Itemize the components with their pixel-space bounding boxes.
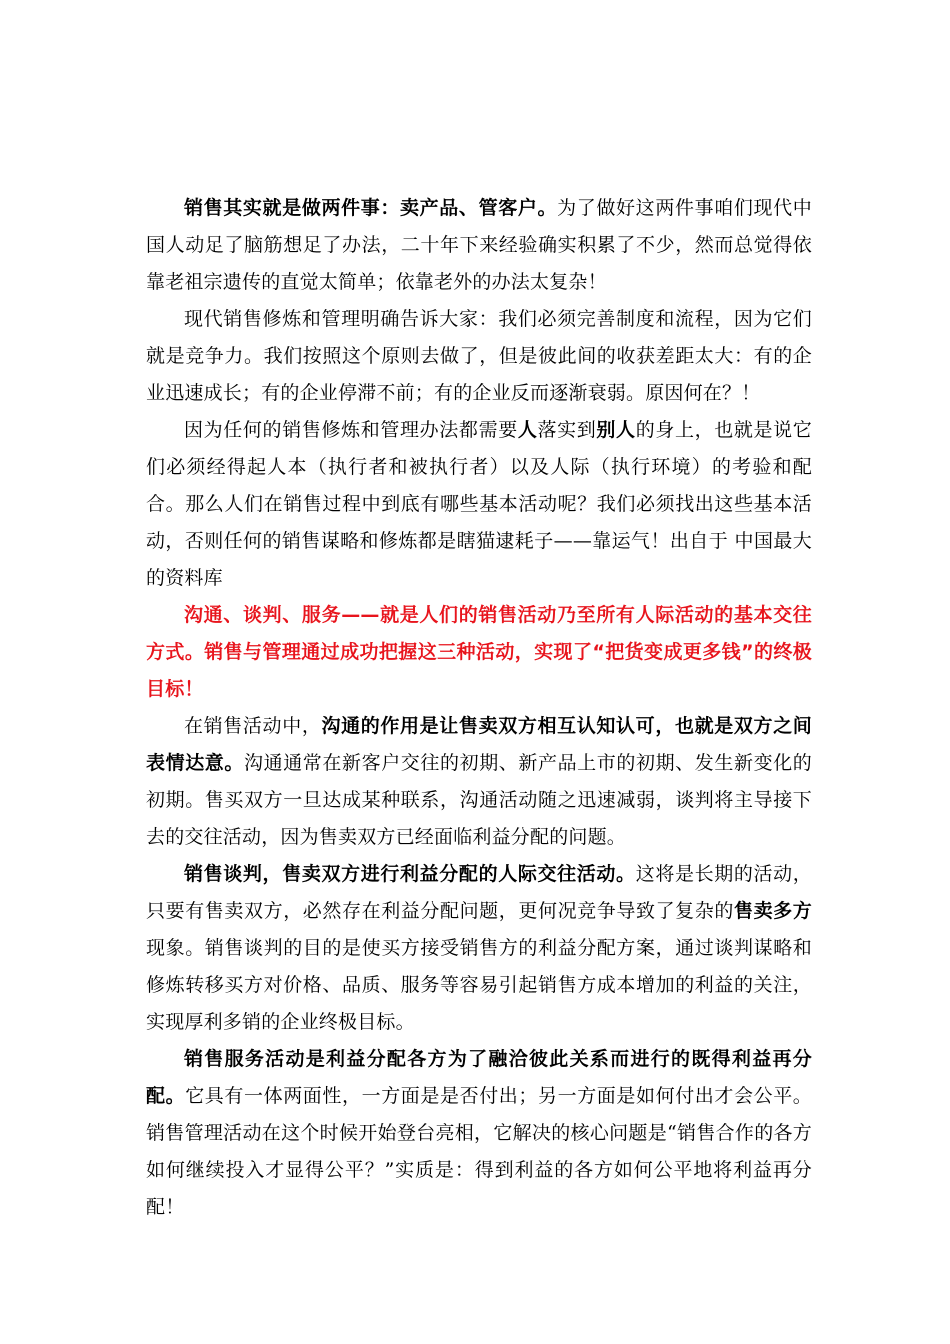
bold-text: 别人 [596, 419, 636, 441]
body-text: 落实到 [537, 419, 597, 441]
paragraph-3 [146, 412, 812, 597]
bold-text: 销售服务活动是利益分配各方为了融洽彼此关系而进行的既得利益再分配。 [146, 1048, 812, 1107]
paragraph-1 [146, 190, 812, 301]
paragraph-5 [146, 708, 812, 856]
body-text: 它具有一体两面性，一方面是是否付出；另一方面是如何付出才会公平。销售管理活动在这个时候开始登台亮相，它解决的核心问题是“销售合作的各方如何继续投入才显得公平？”实质是：得到利益的各方如何公平地将利益再分配！ [146, 1085, 812, 1218]
paragraph-2 [146, 301, 812, 412]
body-text: 现象。销售谈判的目的是使买方接受销售方的利益分配方案，通过谈判谋略和修炼转移买方对价格、品质、服务等容易引起销售方成本增加的利益的关注，实现厚利多销的企业终极目标。 [146, 937, 812, 1033]
body-text: 这将是长期的活动，只要有售卖双方，必然存在利益分配问题，更何况竞争导致了复杂的 [146, 863, 812, 922]
paragraph-6 [146, 856, 812, 1041]
body-text: 为了做好这两件事咱们现代中国人动足了脑筋想足了办法，二十年下来经验确实积累了不少，然而总觉得依靠老祖宗遗传的直觉太简单；依靠老外的办法太复杂！ [146, 197, 812, 293]
highlight-text: 沟通、谈判、服务——就是人们的销售活动乃至所有人际活动的基本交往方式。销售与管理通过成功把握这三种活动，实现了“把货变成更多钱”的终极目标！ [146, 604, 812, 700]
bold-text: 销售谈判，售卖双方进行利益分配的人际交往活动。 [184, 863, 636, 885]
document-body [146, 190, 812, 1226]
bold-text: 售卖多方 [733, 900, 812, 922]
bold-text: 沟通的作用是让售卖双方相互认知认可，也就是双方之间表情达意。 [146, 715, 812, 774]
paragraph-7 [146, 1041, 812, 1226]
paragraph-4 [146, 597, 812, 708]
body-text: 现代销售修炼和管理明确告诉大家：我们必须完善制度和流程，因为它们就是竞争力。我们按照这个原则去做了，但是彼此间的收获差距太大：有的企业迅速成长；有的企业停滞不前；有的企业反而逐渐衰弱。原因何在？！ [146, 308, 812, 404]
body-text: 在销售活动中， [184, 715, 322, 737]
body-text: 因为任何的销售修炼和管理办法都需要 [184, 419, 518, 441]
bold-text: 销售其实就是做两件事：卖产品、管客户。 [184, 197, 558, 219]
bold-text: 人 [517, 419, 538, 441]
body-text: 沟通通常在新客户交往的初期、新产品上市的初期、发生新变化的初期。售买双方一旦达成某种联系，沟通活动随之迅速减弱，谈判将主导接下去的交往活动，因为售卖双方已经面临利益分配的问题。 [146, 752, 812, 848]
body-text: 的身上，也就是说它们必须经得起人本（执行者和被执行者）以及人际（执行环境）的考验和配合。那么人们在销售过程中到底有哪些基本活动呢？我们必须找出这些基本活动，否则任何的销售谋略和修炼都是瞎猫逮耗子——靠运气！出自于 中国最大的资料库 [146, 419, 812, 589]
